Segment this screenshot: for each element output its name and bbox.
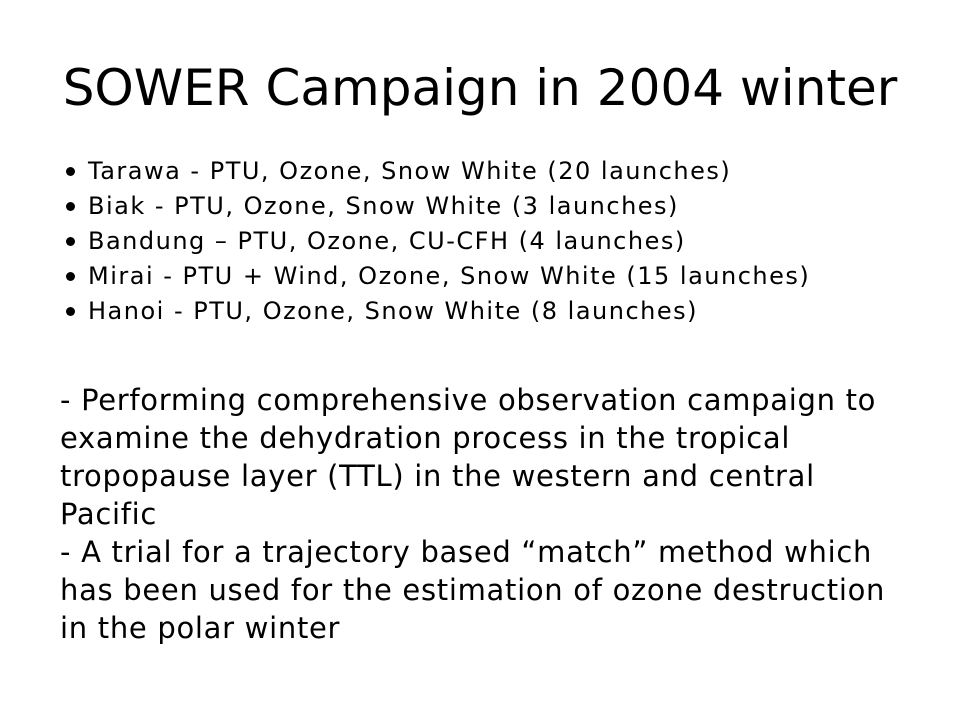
list-item — [66, 224, 810, 259]
list-item — [66, 294, 810, 329]
paragraph-line: examine the dehydration process in the tropical — [60, 421, 791, 455]
bullet-dot-icon — [66, 307, 75, 316]
paragraph-line: tropopause layer (TTL) in the western and central — [60, 459, 815, 493]
list-item-text: Tarawa - PTU, Ozone, Snow White (20 launches) — [88, 157, 732, 185]
paragraph-line: - A trial for a trajectory based “match” method which — [60, 535, 873, 569]
list-item-text: Biak - PTU, Ozone, Snow White (3 launches) — [88, 192, 679, 220]
list-item-text: Mirai - PTU + Wind, Ozone, Snow White (15 launches) — [88, 262, 811, 290]
list-item — [66, 259, 810, 294]
list-item-text: Bandung – PTU, Ozone, CU-CFH (4 launches) — [88, 227, 686, 255]
launch-site-list — [66, 154, 810, 329]
bullet-dot-icon — [66, 202, 75, 211]
slide-title: SOWER Campaign in 2004 winter — [62, 59, 898, 117]
paragraph-line: Pacific — [60, 497, 158, 531]
paragraph-line: - Performing comprehensive observation campaign to — [60, 383, 877, 417]
paragraph-line: has been used for the estimation of ozone destruction — [60, 573, 886, 607]
paragraph-line: in the polar winter — [60, 611, 341, 645]
list-item — [66, 154, 810, 189]
bullet-dot-icon — [66, 272, 75, 281]
campaign-description — [60, 381, 885, 647]
bullet-dot-icon — [66, 167, 75, 176]
list-item-text: Hanoi - PTU, Ozone, Snow White (8 launches) — [88, 297, 698, 325]
list-item — [66, 189, 810, 224]
bullet-dot-icon — [66, 237, 75, 246]
